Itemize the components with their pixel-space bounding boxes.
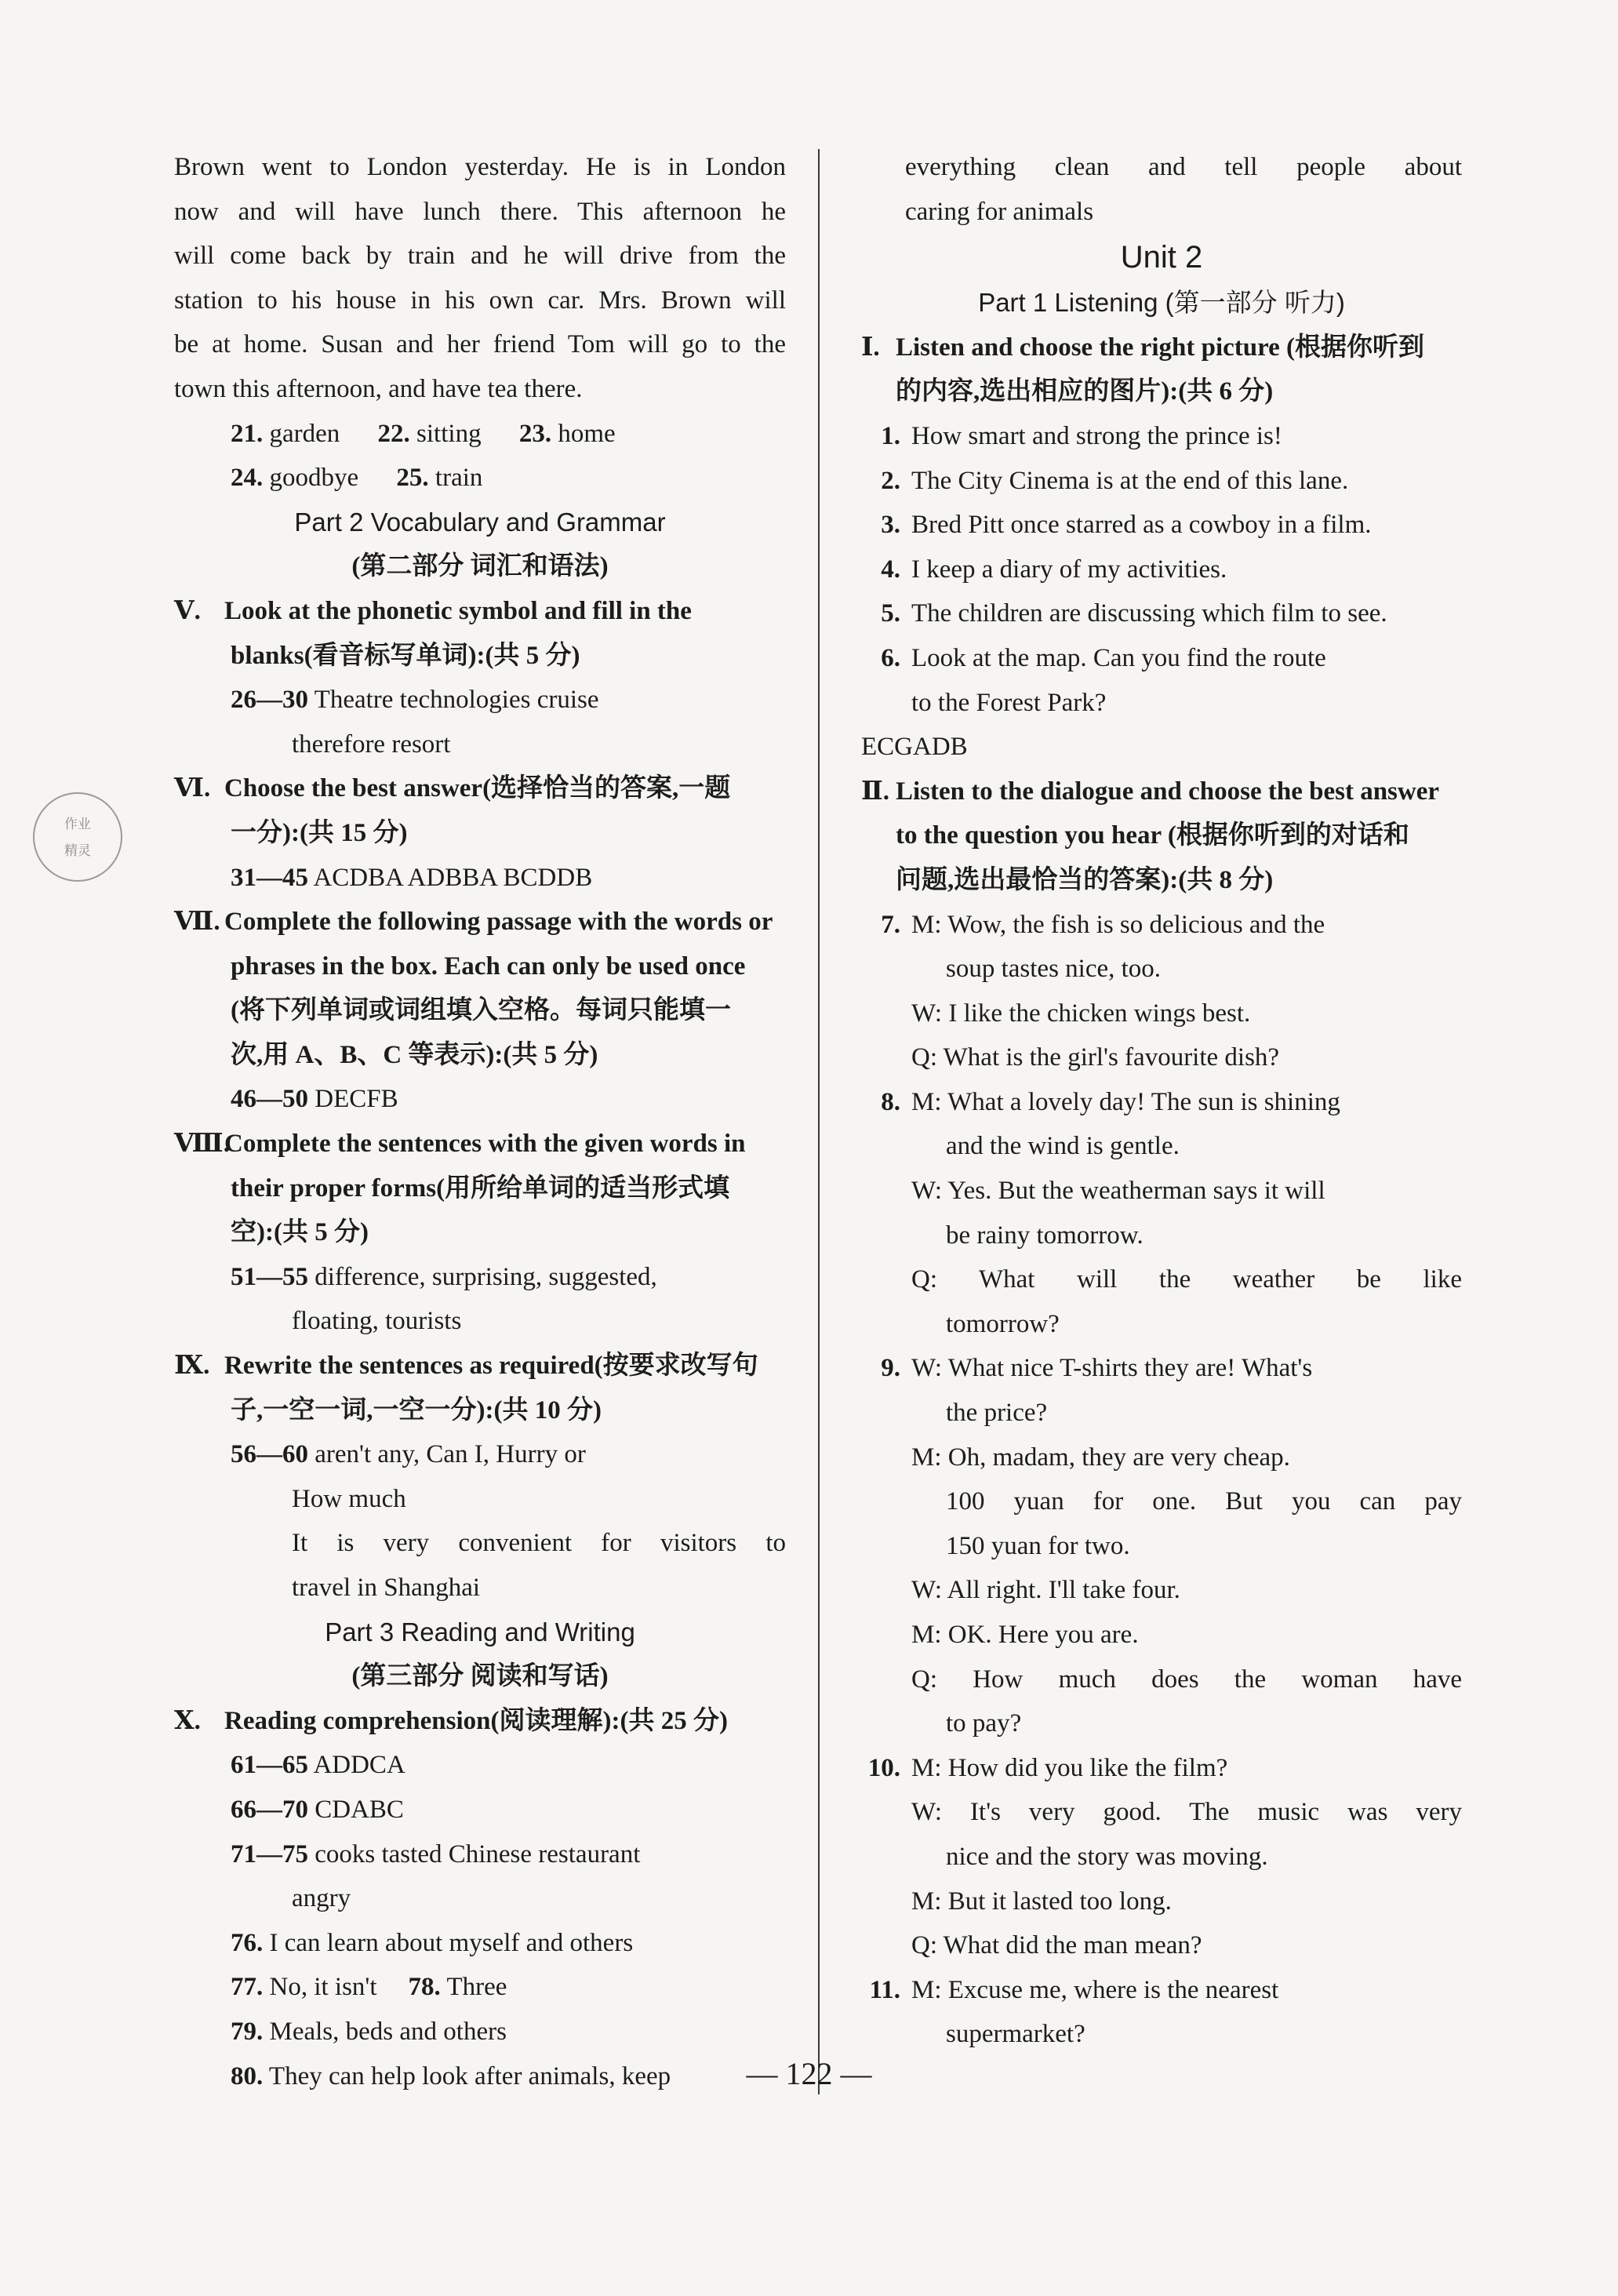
answer-range: 56—60	[231, 1440, 308, 1469]
section-number: Ⅷ.	[174, 1130, 230, 1159]
answer-text: train	[434, 464, 483, 493]
part2-heading: Part 2 Vocabulary and Grammar	[294, 507, 666, 537]
section-ix-answers-cont: travel in Shanghai	[292, 1574, 481, 1602]
section-vi-title	[174, 766, 786, 811]
dialogue-line: to pay?	[946, 1709, 1022, 1738]
answer-number: 25.	[396, 464, 429, 493]
dialogue-line: Q: How much does the woman have	[911, 1665, 1462, 1694]
section-number: Ⅴ.	[174, 596, 201, 625]
section-vii-title	[174, 900, 786, 944]
dialogue-line: Q: What is the girl's favourite dish?	[911, 1043, 1280, 1072]
watermark-stamp	[33, 792, 122, 882]
page-number: — 122 —	[746, 2056, 872, 2091]
answer-text: cooks tasted Chinese restaurant	[315, 1839, 641, 1868]
section-vii-title-cont: 次,用 A、B、C 等表示):(共 5 分)	[231, 1040, 598, 1069]
section-ix-answers-cont: How much	[292, 1484, 406, 1513]
question-11	[861, 1968, 1462, 2013]
answer-number: 21.	[231, 419, 264, 448]
dialogue-line: M: OK. Here you are.	[911, 1621, 1139, 1649]
answer-text: I can learn about myself and others	[269, 1928, 634, 1957]
answer-number: 80.	[231, 2061, 264, 2090]
answer-range: 26—30	[231, 686, 308, 715]
question-text: The children are discussing which film to see.	[911, 599, 1387, 628]
section-number: Ⅱ.	[861, 777, 890, 806]
answer-text: No, it isn't	[269, 1973, 377, 2002]
answer-text: CDABC	[315, 1795, 404, 1824]
section-ix-answers-cont: It is very convenient for visitors to	[292, 1529, 786, 1558]
section-ii-title-cont: to the question you hear (根据你听到的对话和	[896, 821, 1409, 850]
dialogue-line: 100 yuan for one. But you can pay	[946, 1487, 1462, 1516]
question-5	[861, 591, 1462, 636]
section-title: Rewrite the sentences as required(按要求改写句	[224, 1352, 758, 1381]
part3-heading: Part 3 Reading and Writing	[325, 1617, 635, 1646]
question-7	[861, 903, 1462, 948]
paragraph-line: be at home. Susan and her friend Tom will go to the	[174, 330, 786, 359]
section-v-answers	[174, 678, 786, 722]
answer-range: 61—65	[231, 1751, 308, 1780]
section-ix-title-cont: 子,一空一词,一空一分):(共 10 分)	[231, 1395, 602, 1425]
stamp-line-2: 精灵	[64, 843, 91, 859]
reading-answers-66-70	[174, 1788, 786, 1832]
paragraph-line: now and will have lunch there. This afternoon he	[174, 197, 786, 226]
section-number: Ⅸ.	[174, 1352, 210, 1381]
dialogue-line: M: Wow, the fish is so delicious and the	[911, 910, 1325, 939]
answer-text: sitting	[416, 419, 482, 448]
answer-range: 71—75	[231, 1839, 308, 1868]
question-text: I keep a diary of my activities.	[911, 555, 1227, 584]
answer-number: 24.	[231, 464, 264, 493]
answer-number: 79.	[231, 2017, 264, 2046]
dialogue-line: Q: What will the weather be like	[911, 1265, 1462, 1294]
section-v-title-cont: blanks(看音标写单词):(共 5 分)	[231, 641, 580, 670]
answer-77-78	[174, 1965, 786, 2010]
answer-text: ADDCA	[313, 1751, 405, 1780]
section-number: Ⅵ.	[174, 774, 211, 803]
answer-text: Meals, beds and others	[269, 2017, 507, 2046]
question-number: 9.	[881, 1354, 900, 1383]
answer-text: garden	[269, 419, 340, 448]
section-i-title	[861, 326, 1462, 370]
dialogue-line: the price?	[946, 1399, 1048, 1428]
question-text: How smart and strong the prince is!	[911, 421, 1282, 450]
answer-range: 66—70	[231, 1795, 308, 1824]
section-ii-title-cont: 问题,选出最恰当的答案):(共 8 分)	[896, 865, 1274, 894]
answer-text: Theatre technologies cruise	[314, 686, 599, 715]
answer-text: goodbye	[269, 464, 359, 493]
dialogue-line: soup tastes nice, too.	[946, 955, 1162, 984]
dialogue-line: nice and the story was moving.	[946, 1842, 1268, 1871]
paragraph-line: Brown went to London yesterday. He is in London	[174, 153, 786, 181]
dialogue-line: M: Excuse me, where is the nearest	[911, 1975, 1279, 2004]
question-number: 11.	[869, 1975, 900, 2004]
reading-answers-61-65	[174, 1743, 786, 1788]
answers-24-25	[174, 456, 786, 500]
dialogue-line: W: I like the chicken wings best.	[911, 999, 1251, 1028]
dialogue-line: M: But it lasted too long.	[911, 1887, 1172, 1916]
section-vii-title-cont: (将下列单词或词组填入空格。每词只能填一	[231, 996, 731, 1025]
dialogue-line: tomorrow?	[946, 1309, 1060, 1338]
question-number: 10.	[867, 1753, 900, 1782]
dialogue-line: W: All right. I'll take four.	[911, 1576, 1180, 1605]
answer-number: 23.	[518, 419, 552, 448]
answer-number: 78.	[408, 1973, 441, 2002]
dialogue-line: and the wind is gentle.	[946, 1132, 1180, 1161]
reading-answers-71-75-cont: angry	[292, 1884, 351, 1913]
question-number: 6.	[881, 643, 900, 672]
answer-text: home	[558, 419, 616, 448]
section-title: Complete the sentences with the given words in	[224, 1130, 746, 1159]
column-divider	[818, 149, 820, 2094]
section-number: Ⅰ.	[861, 333, 880, 362]
section-i-answer: ECGADB	[861, 733, 968, 762]
question-text: Look at the map. Can you find the route	[911, 643, 1326, 672]
answer-text: aren't any, Can I, Hurry or	[315, 1440, 586, 1469]
section-viii-title-cont: their proper forms(用所给单词的适当形式填	[231, 1173, 730, 1203]
question-8	[861, 1080, 1462, 1125]
section-v-answers-cont: therefore resort	[292, 730, 451, 759]
section-i-title-cont: 的内容,选出相应的图片):(共 6 分)	[896, 377, 1274, 406]
answer-number: 22.	[377, 419, 410, 448]
question-text: The City Cinema is at the end of this lane.	[911, 466, 1349, 495]
question-1	[861, 414, 1462, 459]
section-viii-answers-cont: floating, tourists	[292, 1307, 462, 1336]
section-vi-title-cont: 一分):(共 15 分)	[231, 818, 408, 847]
section-ii-title	[861, 770, 1462, 814]
section-number: Ⅶ.	[174, 908, 220, 937]
dialogue-line: supermarket?	[946, 2020, 1085, 2049]
left-column	[174, 145, 786, 2098]
paragraph-line: town this afternoon, and have tea there.	[174, 374, 583, 403]
answer-range: 46—50	[231, 1085, 308, 1114]
reading-answers-71-75	[174, 1832, 786, 1877]
section-ix-title	[174, 1344, 786, 1388]
answer-79	[174, 2010, 786, 2054]
section-title: Complete the following passage with the words or	[224, 908, 773, 937]
answer-range: 31—45	[231, 863, 308, 892]
dialogue-line: be rainy tomorrow.	[946, 1221, 1144, 1250]
answer-number: 76.	[231, 1928, 264, 1957]
dialogue-line: W: Yes. But the weatherman says it will	[911, 1177, 1325, 1206]
continued-answer-line: caring for animals	[905, 197, 1094, 226]
question-6-cont: to the Forest Park?	[911, 688, 1107, 717]
question-number: 8.	[881, 1087, 900, 1116]
section-title: Reading comprehension(阅读理解):(共 25 分)	[224, 1706, 728, 1735]
section-title: Look at the phonetic symbol and fill in the	[224, 596, 692, 625]
dialogue-line: M: How did you like the film?	[911, 1753, 1228, 1782]
part2-heading-cn: (第二部分 词汇和语法)	[351, 552, 609, 581]
unit-title: Unit 2	[1120, 240, 1203, 275]
paragraph-line: will come back by train and he will drive from the	[174, 242, 786, 271]
section-vii-title-cont: phrases in the box. Each can only be used once	[231, 952, 746, 981]
question-number: 3.	[881, 511, 900, 540]
answer-text: Three	[446, 1973, 507, 2002]
dialogue-line: M: Oh, madam, they are very cheap.	[911, 1443, 1290, 1472]
section-title: Choose the best answer(选择恰当的答案,一题	[224, 774, 731, 803]
stamp-line-1: 作业	[64, 817, 91, 832]
dialogue-line: W: What nice T-shirts they are! What's	[911, 1354, 1313, 1383]
question-number: 7.	[881, 910, 900, 939]
section-x-title	[174, 1699, 786, 1744]
answer-text: difference, surprising, suggested,	[315, 1262, 657, 1291]
section-viii-title	[174, 1122, 786, 1166]
question-4	[861, 548, 1462, 592]
section-ix-answers	[174, 1432, 786, 1477]
section-vii-answers	[174, 1077, 786, 1122]
question-number: 1.	[881, 421, 900, 450]
question-text: Bred Pitt once starred as a cowboy in a film.	[911, 511, 1372, 540]
section-viii-title-cont: 空):(共 5 分)	[231, 1218, 369, 1247]
question-3	[861, 503, 1462, 548]
answer-range: 51—55	[231, 1262, 308, 1291]
answer-number: 77.	[231, 1973, 264, 2002]
part3-heading-cn: (第三部分 阅读和写话)	[351, 1662, 609, 1691]
answers-21-23	[174, 412, 786, 457]
dialogue-line: M: What a lovely day! The sun is shining	[911, 1087, 1340, 1116]
paragraph-line: station to his house in his own car. Mrs. Brown will	[174, 286, 786, 315]
section-v-title	[174, 589, 786, 634]
answer-text: ACDBA ADBBA BCDDB	[313, 863, 593, 892]
section-number: Ⅹ.	[174, 1706, 201, 1735]
continued-answer-line: everything clean and tell people about	[905, 153, 1462, 181]
right-column	[861, 145, 1462, 2057]
dialogue-line: Q: What did the man mean?	[911, 1931, 1202, 1960]
answer-76	[174, 1921, 786, 1966]
question-10	[861, 1746, 1462, 1791]
question-number: 4.	[881, 555, 900, 584]
question-9	[861, 1346, 1462, 1391]
dialogue-line: 150 yuan for two.	[946, 1531, 1130, 1560]
answer-text: DECFB	[315, 1085, 398, 1114]
question-number: 5.	[881, 599, 900, 628]
section-title: Listen and choose the right picture (根据你听到	[896, 333, 1425, 362]
question-6	[861, 636, 1462, 681]
dialogue-line: W: It's very good. The music was very	[911, 1798, 1462, 1827]
question-2	[861, 459, 1462, 504]
part1-heading: Part 1 Listening (第一部分 听力)	[978, 288, 1345, 318]
answer-text: They can help look after animals, keep	[268, 2061, 671, 2090]
section-vi-answers	[174, 856, 786, 901]
question-number: 2.	[881, 466, 900, 495]
section-viii-answers	[174, 1255, 786, 1300]
section-title: Listen to the dialogue and choose the best answer	[896, 777, 1440, 806]
